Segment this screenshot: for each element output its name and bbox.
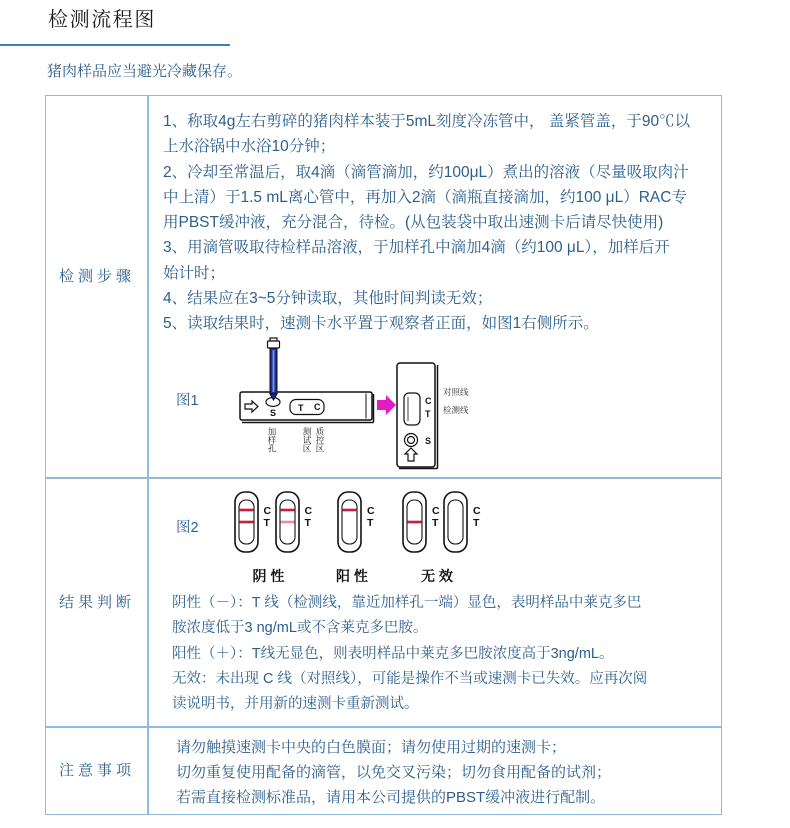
result-window — [404, 393, 420, 425]
row-label-notes: 注意事项 — [59, 762, 136, 779]
result-card — [235, 492, 272, 552]
result-card — [444, 492, 481, 552]
table-row-divider — [45, 726, 722, 728]
steps-line: 上水浴锅中水浴10分钟； — [163, 138, 336, 156]
figure2-result-cards — [225, 485, 495, 590]
results-line: 无效：未出现 C 线（对照线），可能是操作不当或速测卡已失效。应再次阅 — [172, 670, 648, 687]
result-card — [276, 492, 313, 552]
page-title: 检测流程图 — [48, 9, 156, 31]
notes-line: 若需直接检测标准品，请用本公司提供的PBST缓冲液进行配制。 — [176, 789, 606, 806]
test-zone-label: 测试区 — [302, 427, 312, 453]
test-card-vertical — [397, 363, 438, 469]
control-letter: C — [425, 396, 432, 406]
results-line: 阴性（－）：T 线（检测线，靠近加样孔一端）显色，表明样品中莱克多巴 — [172, 595, 642, 611]
test-letter: T — [425, 409, 431, 419]
result-card — [338, 492, 375, 552]
control-line-label: 对照线 — [443, 387, 469, 397]
notes-line: 切勿重复使用配备的滴管，以免交叉污染；切勿食用配备的试剂； — [176, 764, 612, 781]
control-zone-label: 质控区 — [315, 427, 325, 453]
test-letter: T — [263, 517, 270, 529]
test-letter: T — [432, 517, 439, 529]
table-column-divider — [147, 95, 149, 815]
dropper-icon — [268, 338, 280, 400]
title-underline — [0, 44, 230, 46]
sample-well-label: 加样孔 — [267, 427, 277, 453]
notes-line: 请勿触摸速测卡中央的白色膜面；请勿使用过期的速测卡； — [176, 739, 567, 756]
figure1-label: 图1 — [176, 393, 199, 409]
results-line: 阳性（＋）：T线无显色，则表明样品中莱克多巴胺浓度高于3ng/mL。 — [172, 645, 614, 662]
steps-line: 1、称取4g左右剪碎的猪肉样本装于5mL刻度冷冻管中， 盖紧管盖，于90℃以 — [163, 113, 691, 130]
group-label-invalid: 无 效 — [421, 568, 453, 584]
group-label-positive: 阳 性 — [336, 568, 368, 584]
steps-line: 用PBST缓冲液，充分混合，待检。(从包装袋中取出速测卡后请尽快使用) — [163, 214, 664, 232]
steps-line: 2、冷却至常温后，取4滴（滴管滴加，约100μL）煮出的溶液（尽量吸取肉汁 — [163, 163, 689, 181]
results-line: 胺浓度低于3 ng/mL或不含莱克多巴胺。 — [172, 620, 428, 637]
results-line: 读说明书，并用新的速测卡重新测试。 — [172, 696, 419, 712]
control-letter: C — [367, 505, 375, 517]
control-letter: C — [263, 505, 272, 517]
steps-line: 始计时； — [163, 264, 226, 282]
sample-letter: S — [425, 436, 432, 446]
test-letter: T — [304, 517, 311, 529]
row-label-results: 结果判断 — [59, 594, 136, 611]
control-letter: C — [314, 402, 321, 412]
test-letter: T — [298, 403, 304, 413]
test-card-horizontal — [240, 392, 374, 423]
group-label-negative: 阴 性 — [252, 568, 285, 584]
direction-arrow-icon — [377, 395, 396, 415]
row-label-steps: 检测步骤 — [59, 268, 136, 285]
notes-text — [176, 735, 611, 810]
test-line-label: 检测线 — [443, 405, 469, 415]
result-card — [403, 492, 440, 552]
table-row-divider — [45, 477, 722, 479]
steps-line: 3、用滴管吸取待检样品溶液，于加样孔中滴加4滴（约100 μL），加样后开 — [163, 239, 670, 257]
steps-line: 中上清）于1.5 mL离心管中，再加入2滴（滴瓶直接滴加，约100 μL）RAC专 — [163, 188, 687, 206]
steps-text — [163, 109, 690, 337]
steps-line: 5、读取结果时，速测卡水平置于观察者正面，如图1右侧所示。 — [163, 315, 599, 333]
test-letter: T — [367, 517, 374, 529]
steps-line: 4、结果应在3~5分钟读取，其他时间判读无效； — [163, 290, 493, 308]
test-letter: T — [473, 517, 480, 529]
control-letter: C — [304, 505, 313, 517]
sample-letter: S — [269, 408, 277, 418]
results-text — [172, 591, 647, 717]
control-letter: C — [473, 505, 481, 517]
storage-note: 猪肉样品应当避光冷藏保存。 — [47, 63, 243, 80]
control-letter: C — [432, 505, 440, 517]
figure2-label: 图2 — [176, 520, 199, 536]
